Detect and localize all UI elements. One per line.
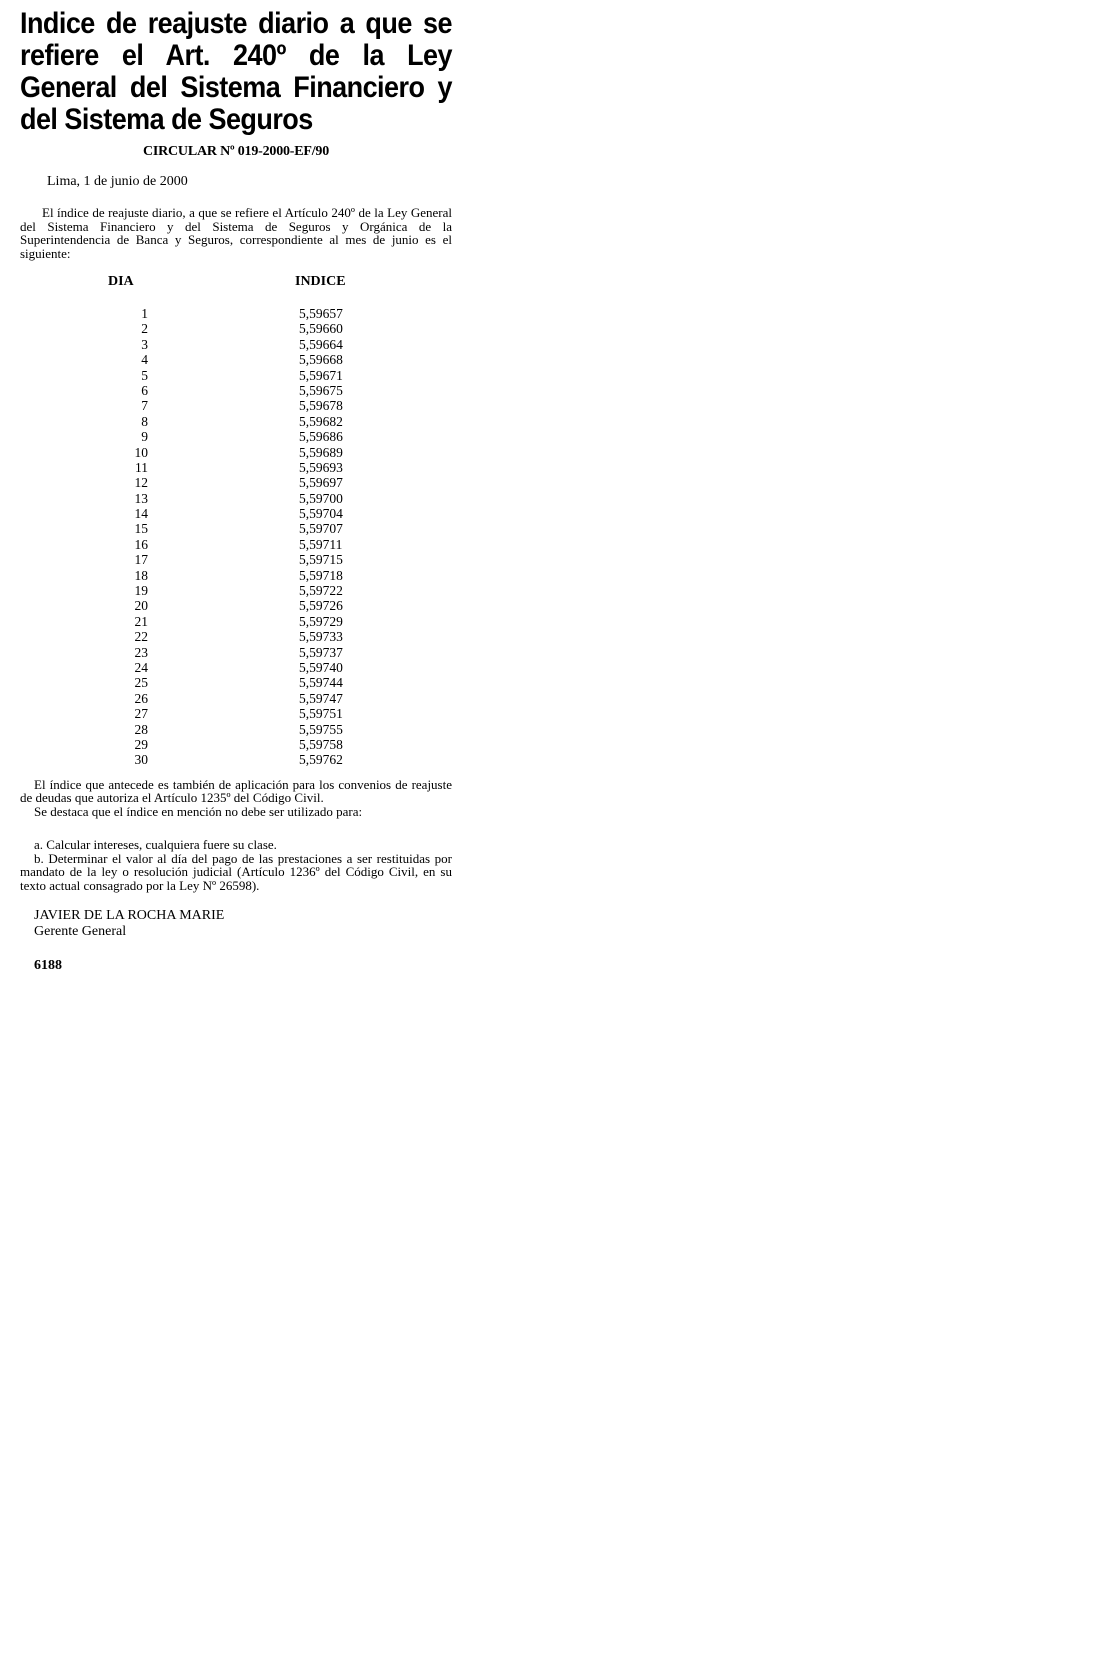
day-cell: 27 [134,706,148,722]
index-cell: 5,59689 [299,444,343,460]
day-cell: 5 [141,367,148,383]
table-row [20,352,452,367]
day-cell: 26 [134,690,148,706]
index-cell: 5,59704 [299,506,343,522]
place-date: Lima, 1 de junio de 2000 [47,174,188,189]
index-cell: 5,59660 [299,321,343,337]
application-paragraph: El índice que antecede es también de aplicación para los convenios de reajuste de deudas que autoriza el Artículo 1235º del Código Civil. [20,776,452,806]
index-cell: 5,59740 [299,659,343,675]
table-row [20,737,452,752]
table-row [20,691,452,706]
day-cell: 24 [134,659,148,675]
index-cell: 5,59737 [299,644,343,660]
index-cell: 5,59671 [299,367,343,383]
table-row [20,645,452,660]
signature-block [34,908,452,940]
table-row [20,460,452,475]
index-cell: 5,59707 [299,521,343,537]
index-cell: 5,59758 [299,736,343,752]
day-cell: 4 [141,352,148,368]
column-header-day: DIA [108,274,134,289]
list-item: b. Determinar el valor al día del pago de las prestaciones a ser restituidas por mandato de la ley o resolución judicial (Artículo 1236º del Código Civil, en su texto actual consagrado por la Ley Nº 26598). [20,850,452,893]
index-cell: 5,59715 [299,552,343,568]
table-row [20,583,452,598]
table-row [20,321,452,336]
table-row [20,306,452,321]
day-cell: 22 [134,629,148,645]
day-cell: 1 [141,306,148,321]
day-cell: 21 [134,613,148,629]
day-cell: 25 [134,675,148,691]
column-header-index: INDICE [295,274,346,289]
day-cell: 20 [134,598,148,614]
day-cell: 9 [141,429,148,445]
table-row [20,414,452,429]
day-cell: 2 [141,321,148,337]
day-cell: 12 [134,475,148,491]
table-row [20,537,452,552]
intro-paragraph: El índice de reajuste diario, a que se refiere el Artículo 240º de la Ley General del Sistema Financiero y del Sistema de Seguros y Orgánica de la Superintendencia de Banca y Seguros, correspondiente al mes de junio es el siguiente: [20,205,452,261]
day-cell: 13 [134,490,148,506]
table-row [20,722,452,737]
table-row [20,614,452,629]
circular-number: CIRCULAR Nº 019-2000-EF/90 [142,144,330,159]
index-cell: 5,59722 [299,583,343,599]
day-cell: 6 [141,382,148,398]
index-cell: 5,59678 [299,398,343,414]
table-row [20,337,452,352]
table-row [20,368,452,383]
index-cell: 5,59657 [299,306,343,321]
index-cell: 5,59686 [299,429,343,445]
day-cell: 19 [134,583,148,599]
day-cell: 23 [134,644,148,660]
table-row [20,598,452,613]
day-cell: 30 [134,752,148,768]
index-cell: 5,59711 [299,536,343,552]
signatory-name: JAVIER DE LA ROCHA MARIE [34,908,225,924]
table-row [20,629,452,644]
table-row [20,660,452,675]
table-row [20,506,452,521]
table-row [20,568,452,583]
index-cell: 5,59693 [299,459,343,475]
table-row [20,475,452,490]
table-row [20,521,452,536]
day-cell: 18 [134,567,148,583]
day-cell: 28 [134,721,148,737]
index-cell: 5,59729 [299,613,343,629]
day-cell: 17 [134,552,148,568]
table-row [20,491,452,506]
index-cell: 5,59726 [299,598,343,614]
index-cell: 5,59664 [299,336,343,352]
restriction-list [20,838,452,892]
article-column [20,8,452,974]
index-cell: 5,59675 [299,382,343,398]
table-row [20,552,452,567]
index-cell: 5,59718 [299,567,343,583]
index-cell: 5,59700 [299,490,343,506]
list-item: a. Calcular intereses, cualquiera fuere su clase. [34,837,277,853]
index-cell: 5,59733 [299,629,343,645]
index-cell: 5,59744 [299,675,343,691]
day-cell: 10 [134,444,148,460]
index-cell: 5,59762 [299,752,343,768]
article-headline: Indice de reajuste diario a que se refiere el Art. 240º de la Ley General del Sistema Financiero y del Sistema de Seguros [20,7,452,136]
table-row [20,398,452,413]
index-cell: 5,59747 [299,690,343,706]
index-table [20,306,452,768]
index-cell: 5,59755 [299,721,343,737]
table-row [20,445,452,460]
day-cell: 16 [134,536,148,552]
signatory-title: Gerente General [34,924,127,940]
index-cell: 5,59682 [299,413,343,429]
document-code: 6188 [34,958,62,974]
day-cell: 3 [141,336,148,352]
index-cell: 5,59668 [299,352,343,368]
day-cell: 11 [135,459,148,475]
table-row [20,675,452,690]
table-row [20,383,452,398]
day-cell: 7 [141,398,148,414]
table-row [20,429,452,444]
table-row [20,706,452,721]
index-cell: 5,59697 [299,475,343,491]
day-cell: 8 [141,413,148,429]
day-cell: 15 [134,521,148,537]
day-cell: 14 [134,506,148,522]
day-cell: 29 [134,736,148,752]
table-row [20,752,452,767]
restriction-paragraph: Se destaca que el índice en mención no debe ser utilizado para: [34,803,363,819]
table-header [20,274,452,292]
index-cell: 5,59751 [299,706,343,722]
